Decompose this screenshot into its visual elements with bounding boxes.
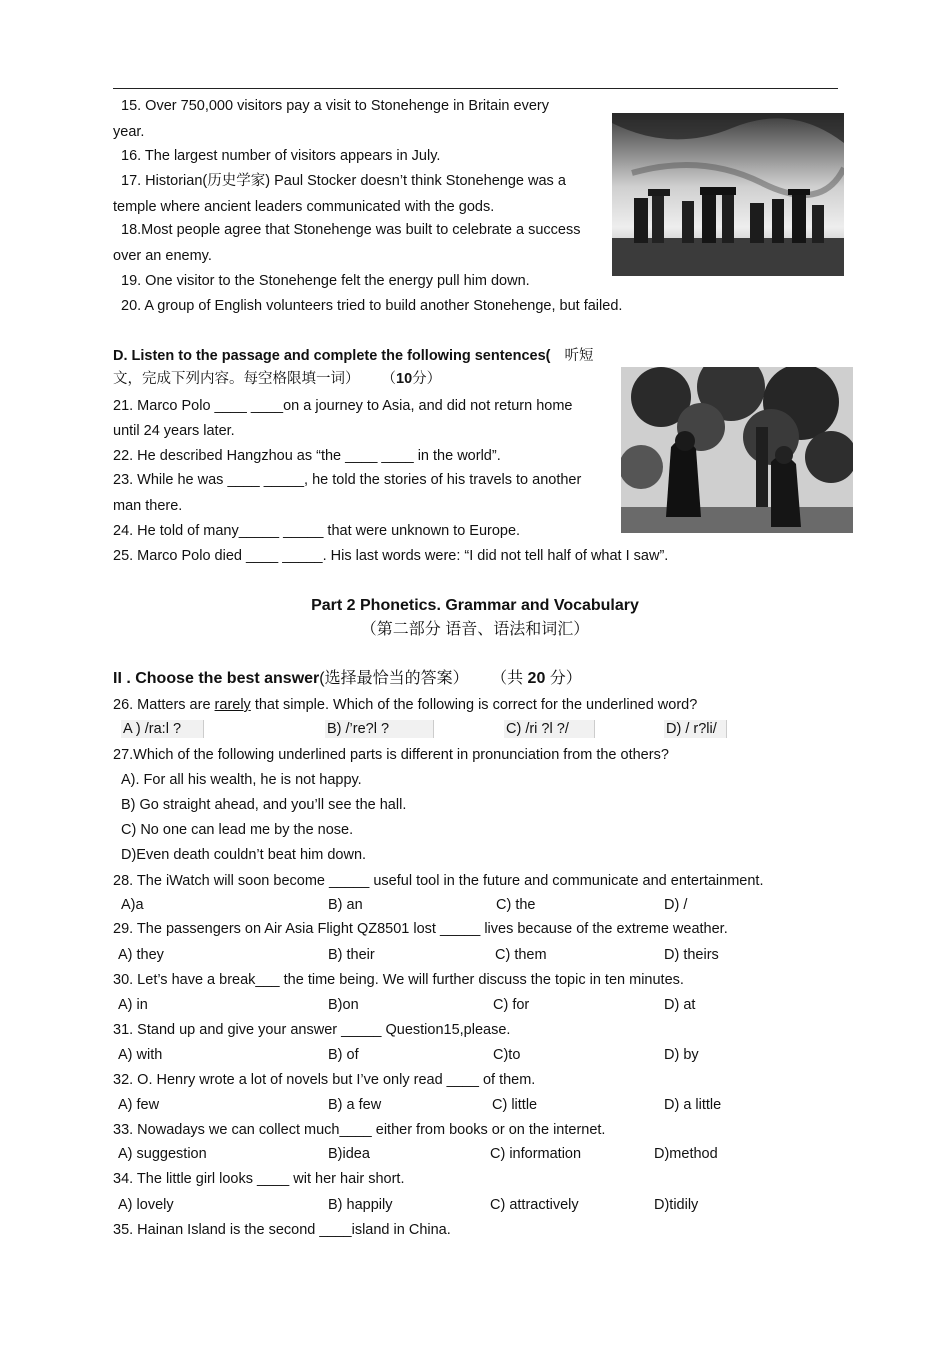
- q18-line1: 18.Most people agree that Stonehenge was built to celebrate a success: [121, 222, 581, 238]
- section-d-heading-cn: 听短: [564, 348, 594, 364]
- q34-option-b: B) happily: [328, 1197, 393, 1213]
- q17-line1: 17. Historian(历史学家) Paul Stocker doesn’t think Stonehenge was a: [121, 173, 566, 189]
- q32-option-a: A) few: [118, 1097, 160, 1113]
- q23-line2: man there.: [113, 498, 183, 514]
- q30-option-b: B)on: [328, 997, 359, 1013]
- underlined-word: rarely: [214, 697, 251, 713]
- q17-line2: temple where ancient leaders communicated with the gods.: [113, 199, 495, 215]
- q32-stem: 32. O. Henry wrote a lot of novels but I’ve only read ____ of them.: [113, 1072, 536, 1088]
- section-ii-title: II . Choose the best answer: [113, 670, 320, 687]
- part2-title: Part 2 Phonetics. Grammar and Vocabulary: [311, 597, 639, 614]
- q31-option-d: D) by: [664, 1047, 699, 1063]
- section-d-points: （10分）: [381, 371, 442, 387]
- q30-option-a: A) in: [118, 997, 148, 1013]
- q23-line1: 23. While he was ____ _____, he told the stories of his travels to another: [113, 472, 582, 488]
- q29-option-d: D) theirs: [664, 947, 719, 963]
- marco-polo-photo: [621, 367, 853, 533]
- q29-stem: 29. The passengers on Air Asia Flight QZ8501 lost _____ lives because of the extreme weather.: [113, 921, 728, 937]
- q29-option-b: B) their: [328, 947, 375, 963]
- header-rule: [113, 88, 838, 89]
- q21-line2: until 24 years later.: [113, 423, 235, 439]
- section-d-heading-en: D. Listen to the passage and complete the following sentences(: [113, 348, 551, 364]
- q18-line2: over an enemy.: [113, 248, 212, 264]
- q34-option-a: A) lovely: [118, 1197, 174, 1213]
- q26-option-b: B) /’re?l ?: [325, 720, 434, 738]
- q19: 19. One visitor to the Stonehenge felt the energy pull him down.: [121, 273, 530, 289]
- q26-option-c: C) /ri ?l ?/: [504, 720, 595, 738]
- q27-stem: 27.Which of the following underlined parts is different in pronunciation from the others?: [113, 747, 669, 763]
- q34-stem: 34. The little girl looks ____ wit her hair short.: [113, 1171, 405, 1187]
- q34-option-c: C) attractively: [490, 1197, 579, 1213]
- q27-option-d: D)Even death couldn’t beat him down.: [121, 847, 367, 863]
- q24: 24. He told of many_____ _____ that were unknown to Europe.: [113, 523, 521, 539]
- q27-option-c: C) No one can lead me by the nose.: [121, 822, 354, 838]
- q33-option-c: C) information: [490, 1146, 582, 1162]
- q15-line2: year.: [113, 124, 145, 140]
- q32-option-b: B) a few: [328, 1097, 382, 1113]
- part2-subtitle: （第二部分 语音、语法和词汇）: [360, 621, 590, 638]
- q34-option-d: D)tidily: [654, 1197, 699, 1213]
- q31-option-a: A) with: [118, 1047, 163, 1063]
- q26-stem: 26. Matters are rarely that simple. Which of the following is correct for the underlined word?: [113, 697, 698, 713]
- q27-option-a: A). For all his wealth, he is not happy.: [121, 772, 362, 788]
- section-d-instructions: 文，完成下列内容。每空格限填一词）: [113, 371, 360, 387]
- q29-option-c: C) them: [495, 947, 547, 963]
- q29-option-a: A) they: [118, 947, 164, 963]
- marco-polo-image: [621, 367, 853, 533]
- q28-stem: 28. The iWatch will soon become _____ useful tool in the future and communicate and entertainment.: [113, 873, 764, 889]
- stonehenge-image: [612, 113, 844, 276]
- q30-stem: 30. Let’s have a break___ the time being. We will further discuss the topic in ten minutes.: [113, 972, 684, 988]
- q27-option-b: B) Go straight ahead, and you’ll see the hall.: [121, 797, 407, 813]
- q33-stem: 33. Nowadays we can collect much____ either from books or on the internet.: [113, 1122, 606, 1138]
- q26-option-d: D) / r?li/: [664, 720, 727, 738]
- section-d-heading-line2: [113, 370, 441, 388]
- q22: 22. He described Hangzhou as “the ____ ____ in the world”.: [113, 448, 501, 464]
- section-ii-heading: [113, 670, 582, 688]
- q28-option-a: A)a: [121, 897, 144, 913]
- q31-option-c: C)to: [493, 1047, 521, 1063]
- q31-stem: 31. Stand up and give your answer _____ Question15,please.: [113, 1022, 511, 1038]
- section-ii-title-cn: (选择最恰当的答案）: [319, 670, 469, 687]
- q33-option-d: D)method: [654, 1146, 718, 1162]
- q30-option-d: D) at: [664, 997, 696, 1013]
- q26-option-a: A ) /ra:l ?: [121, 720, 204, 738]
- q21-line1: 21. Marco Polo ____ ____on a journey to Asia, and did not return home: [113, 398, 573, 414]
- q15-line1: 15. Over 750,000 visitors pay a visit to Stonehenge in Britain every: [121, 98, 549, 114]
- q30-option-c: C) for: [493, 997, 530, 1013]
- q28-option-b: B) an: [328, 897, 363, 913]
- q32-option-c: C) little: [492, 1097, 538, 1113]
- q25: 25. Marco Polo died ____ _____. His last words were: “I did not tell half of what I saw”.: [113, 548, 669, 564]
- q28-option-d: D) /: [664, 897, 688, 913]
- q33-option-a: A) suggestion: [118, 1146, 207, 1162]
- q20: 20. A group of English volunteers tried to build another Stonehenge, but failed.: [121, 298, 623, 314]
- section-d-heading: [113, 347, 594, 365]
- stonehenge-photo: [612, 113, 844, 276]
- q35-stem: 35. Hainan Island is the second ____island in China.: [113, 1222, 451, 1238]
- q16: 16. The largest number of visitors appears in July.: [121, 148, 441, 164]
- q31-option-b: B) of: [328, 1047, 359, 1063]
- q32-option-d: D) a little: [664, 1097, 722, 1113]
- q33-option-b: B)idea: [328, 1146, 370, 1162]
- section-ii-points: （共 20 分）: [491, 670, 582, 687]
- q28-option-c: C) the: [496, 897, 536, 913]
